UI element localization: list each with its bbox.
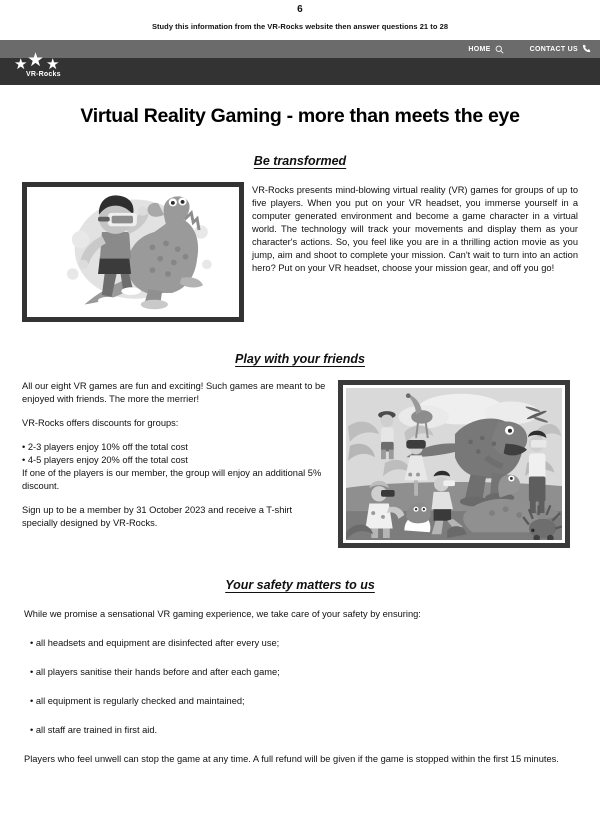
star-icon: ★ (46, 56, 60, 73)
section-2-paragraph-4: Sign up to be a member by 31 October 2023 and receive a T-shirt specially designed by VR-Rocks. (22, 505, 293, 528)
section-1-paragraph: VR-Rocks presents mind-blowing virtual reality (VR) games for groups of up to five players. When you put on your VR headset, you immerse yourself in a computer generated environment and become a game character in a virtual world. The technology will track your movements and display them as your character's actions. So, you feel like you are in a thrilling action movie as you jump, aim and shoot to complete your mission. Can't wait to turn into an action hero? Put on your VR headset, choose your mission gear, and off you go! (252, 185, 578, 273)
nav-item-home[interactable] (468, 45, 503, 54)
section-3-bullet-1: • all headsets and equipment are disinfected after every use; (30, 638, 280, 648)
section-3 (0, 608, 600, 766)
logo-name: VR-Rocks (26, 71, 61, 78)
section-3-bullet-2: • all players sanitise their hands before and after each game; (30, 667, 280, 677)
star-icon: ★ (27, 50, 45, 71)
illustration-boy-vr-dinosaur (30, 190, 236, 314)
section-heading-your-safety-matters-to-us: Your safety matters to us (225, 578, 375, 592)
figure-vr-boy-dinosaur (22, 182, 244, 322)
section-2-paragraph-3: If one of the players is our member, the group will enjoy an additional 5% discount. (22, 468, 322, 491)
section-2-paragraph-1: All our eight VR games are fun and exciting! Such games are meant to be enjoyed with friends. The more the merrier! (22, 381, 326, 404)
exam-page-number: 6 (297, 4, 303, 15)
nav-item-contact-us-label: CONTACT US (529, 45, 578, 53)
site-header (0, 40, 600, 85)
section-3-heading-wrap (0, 578, 600, 592)
exam-instruction: Study this information from the VR-Rocks website then answer questions 21 to 28 (151, 22, 449, 31)
figure-jungle-dinosaurs-vr (338, 380, 570, 548)
nav-item-home-label: HOME (468, 45, 491, 53)
section-3-intro: While we promise a sensational VR gaming experience, we take care of your safety by ensuring: (24, 609, 421, 619)
nav-item-contact-us[interactable] (530, 44, 592, 54)
section-2-bullet-2: • 4-5 players enjoy 20% off the total cost (22, 455, 188, 465)
phone-icon[interactable] (582, 44, 592, 54)
site-logo[interactable] (14, 50, 84, 82)
section-1 (0, 182, 600, 322)
logo-stars (14, 50, 76, 73)
star-icon: ★ (14, 56, 28, 73)
section-2-paragraph-2: VR-Rocks offers discounts for groups: (22, 418, 179, 428)
section-2-bullet-1: • 2-3 players enjoy 10% off the total cost (22, 442, 188, 452)
section-3-outro: Players who feel unwell can stop the game at any time. A full refund will be given if the game is stopped within the first 15 minutes. (24, 754, 559, 764)
section-2 (0, 380, 600, 548)
section-3-bullet-3: • all equipment is regularly checked and maintained; (30, 696, 245, 706)
section-2-text (22, 380, 330, 541)
search-icon[interactable] (495, 45, 504, 54)
section-heading-be-transformed: Be transformed (253, 154, 347, 168)
section-1-heading-wrap (0, 154, 600, 168)
top-nav-bar (0, 40, 600, 58)
illustration-jungle-dinosaurs (346, 388, 562, 540)
page-title: Virtual Reality Gaming - more than meets the eye (80, 105, 520, 127)
section-3-bullet-4: • all staff are trained in first aid. (30, 725, 158, 735)
logo-bar (0, 50, 600, 85)
section-heading-play-with-your-friends: Play with your friends (235, 352, 365, 366)
section-2-heading-wrap (0, 352, 600, 366)
